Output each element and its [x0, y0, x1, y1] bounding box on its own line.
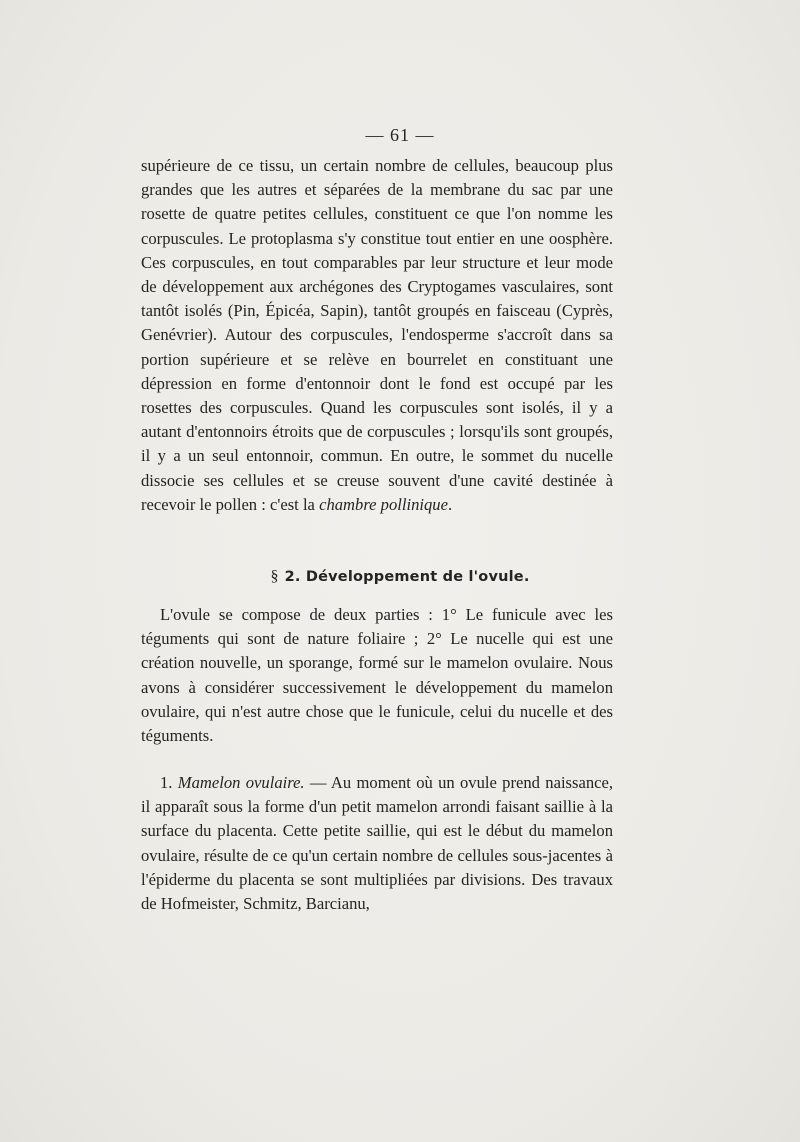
page-number: — 61 —: [365, 125, 435, 145]
section-symbol: §: [270, 568, 279, 585]
section-heading: [0, 568, 800, 586]
paragraph-text: L'ovule se compose de deux parties : 1° Le funicule avec les téguments qui sont de nature foliaire ; 2° Le nucelle qui est une création nouvelle, un sporange, formé sur le mamelon ovulaire. Nous avons à considérer successivement le développement du mamelon ovulaire, qui n'est autre chose que le funicule, celui du nucelle et des téguments.: [141, 605, 613, 746]
item-title: Mamelon ovulaire.: [177, 773, 305, 792]
paragraph-end: .: [447, 494, 453, 514]
paragraph-ovule: [141, 603, 613, 748]
paragraph-corpuscules: [141, 154, 613, 517]
item-number: 1.: [160, 773, 178, 792]
paragraph-text: supérieure de ce tissu, un certain nombre de cellules, beaucoup plus grandes que les autres et séparées de la membrane du sac par une rosette de quatre petites cellules, constituent ce que l'on nomme les corpuscules. Le protoplasma s'y constitue tout entier en une oosphère. Ces corpuscules, en tout comparables par leur structure et leur mode de développement aux archégones des Cryptogames vasculaires, sont tantôt isolés (Pin, Épicéa, Sapin), tantôt groupés en faisceau (Cyprès, Genévrier). Autour des corpuscules, l'endosperme s'accroît dans sa portion supérieure et se relève en bourrelet en constituant une dépression en forme d'entonnoir dont le fond est occupé par les rosettes des corpuscules. Quand les corpuscules sont isolés, il y a autant d'entonnoirs étroits que de corpuscules ; lorsqu'ils sont groupés, il y a un seul entonnoir, commun. En outre, le sommet du nucelle dissocie ses cellules et se creuse souvent d'une cavité destinée à recevoir le pollen : c'est la: [141, 156, 613, 514]
italic-term: chambre pollinique: [319, 494, 448, 514]
paragraph-text: — Au moment où un ovule prend naissance, il apparaît sous la forme d'un petit mamelon arrondi faisant saillie à la surface du placenta. Cette petite saillie, qui est le début du mamelon ovulaire, résulte de ce qu'un certain nombre de cellules sous-jacentes à l'épiderme du placenta se sont multipliées par divisions. Des travaux de Hofmeister, Schmitz, Barcianu,: [141, 773, 614, 914]
paragraph-mamelon: [141, 771, 613, 916]
section-title: 2. Développement de l'ovule.: [284, 569, 530, 585]
